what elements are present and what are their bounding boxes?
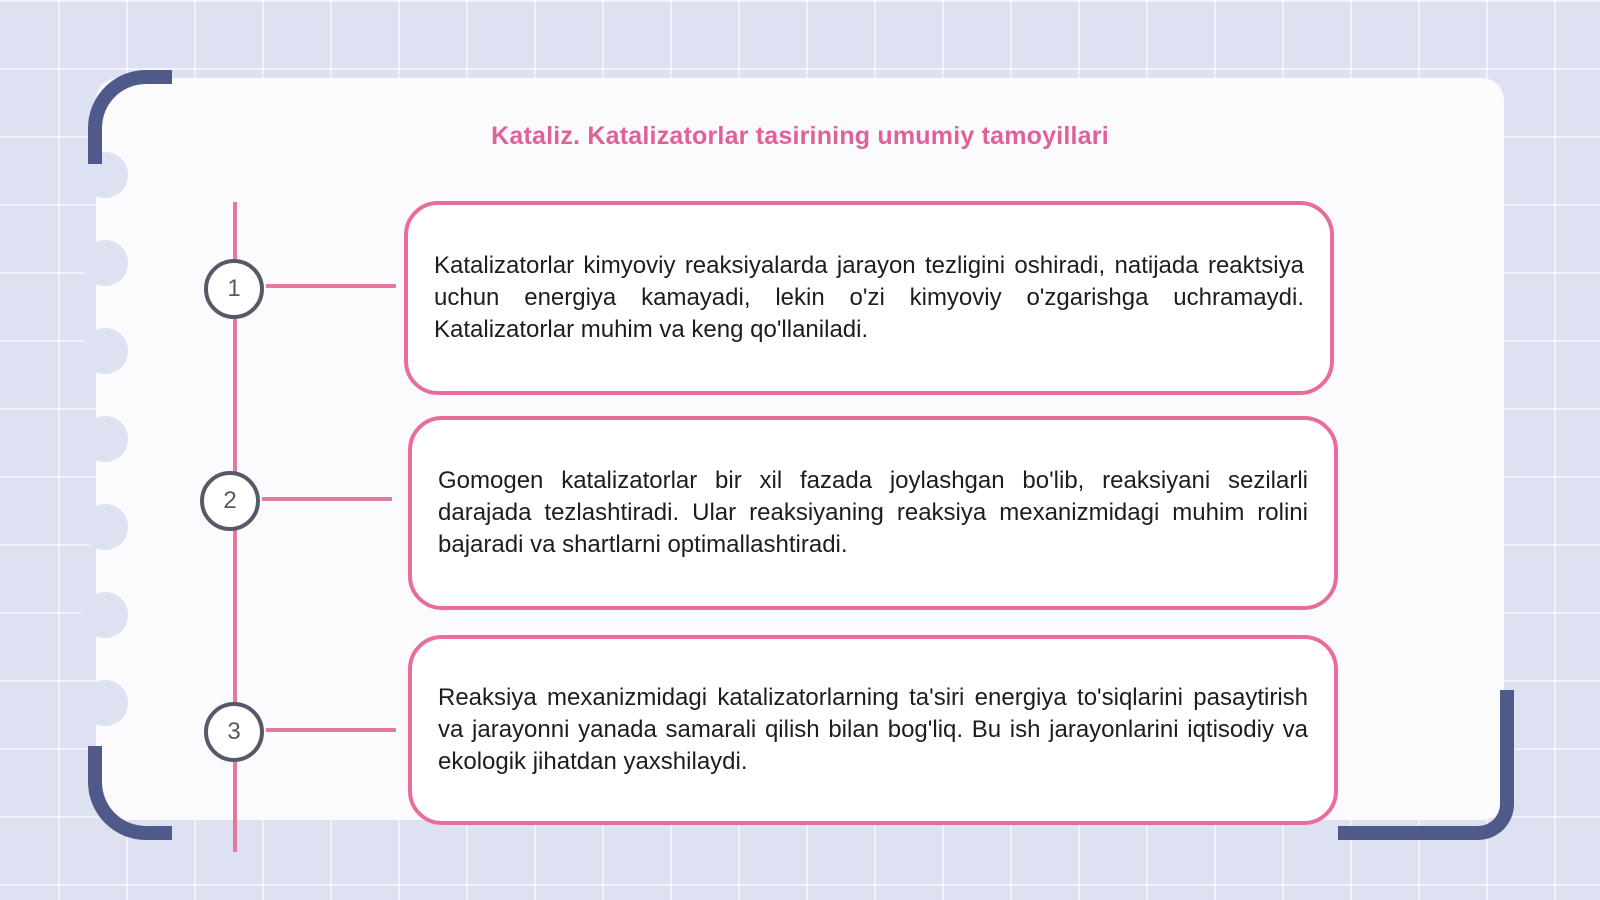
step-number-circle	[200, 471, 260, 531]
edge-notch	[82, 328, 128, 374]
edge-notch	[82, 592, 128, 638]
edge-notch	[82, 416, 128, 462]
timeline-connector	[266, 284, 396, 288]
timeline-connector	[266, 728, 396, 732]
edge-notch	[82, 240, 128, 286]
step-number: 1	[227, 275, 241, 302]
step-card	[404, 201, 1334, 395]
step-text: Gomogen katalizatorlar bir xil fazada joylashgan bo'lib, reaksiyani sezilarli darajada tezlashtiradi. Ular reaksiyaning reaksiya mexanizmidagi muhim rolini bajaradi va shartlarni optimallashtiradi.	[438, 467, 1308, 558]
slide-title: Kataliz. Katalizatorlar tasirining umumiy tamoyillari	[491, 122, 1109, 150]
step-text: Reaksiya mexanizmidagi katalizatorlarning ta'siri energiya to'siqlarini pasaytirish va jarayonni yanada samarali qilish bilan bog'liq. Bu ish jarayonlarini iqtisodiy va ekologik jihatdan yaxshilaydi.	[438, 684, 1308, 775]
step-number-circle	[204, 259, 264, 319]
step-text: Katalizatorlar kimyoviy reaksiyalarda jarayon tezligini oshiradi, natijada reaktsiya uchun energiya kamayadi, lekin o'zi kimyoviy o'zgarishga uchramaydi. Katalizatorlar muhim va keng qo'llaniladi.	[434, 252, 1304, 343]
step-number: 2	[223, 487, 237, 514]
corner-bracket-bottom-right	[1338, 690, 1514, 840]
step-number: 3	[227, 718, 241, 745]
step-number-circle	[204, 702, 264, 762]
step-card	[408, 416, 1338, 610]
corner-bracket-top-left	[88, 70, 172, 164]
corner-bracket-bottom-left	[88, 746, 172, 840]
edge-notch	[82, 504, 128, 550]
timeline-connector	[262, 497, 392, 501]
step-card	[408, 635, 1338, 825]
edge-notch	[82, 680, 128, 726]
